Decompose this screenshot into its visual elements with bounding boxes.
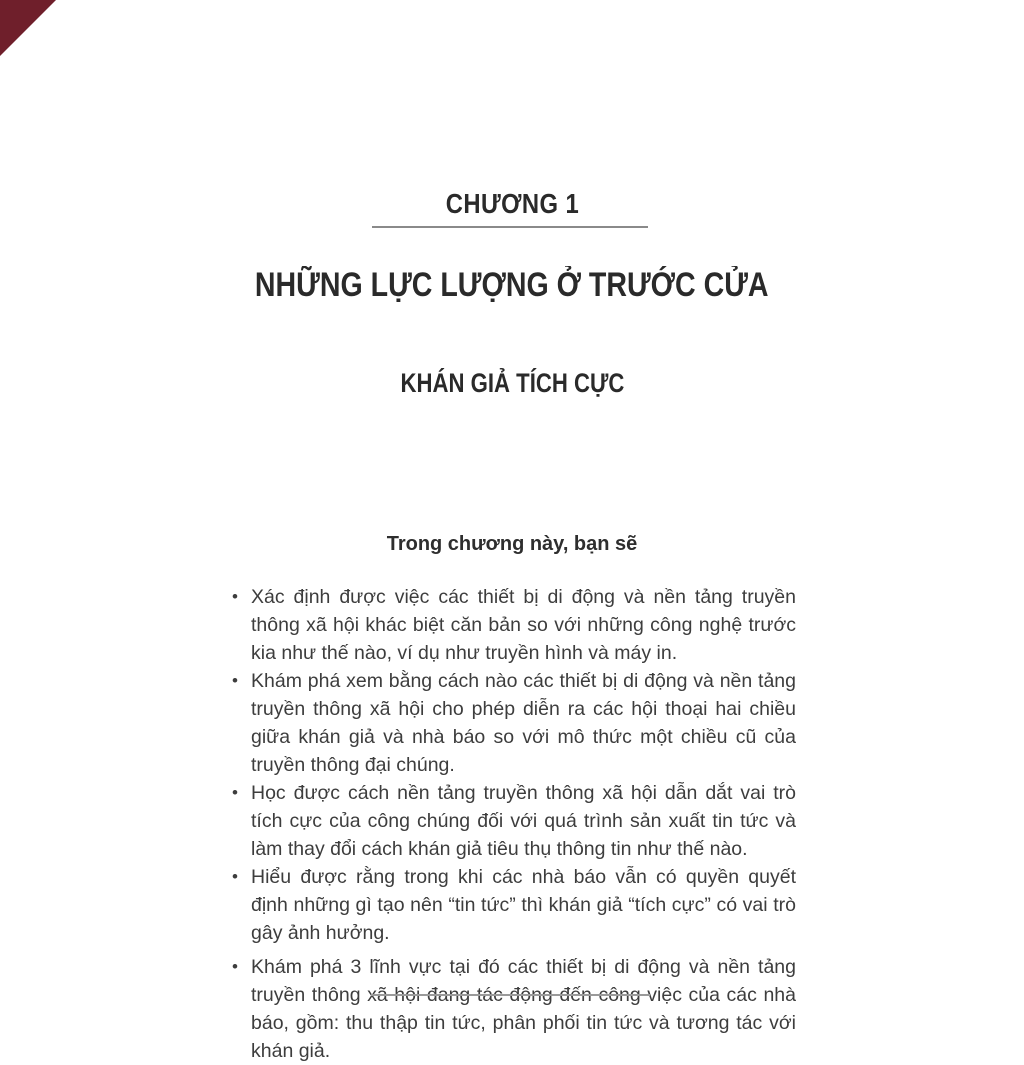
list-item-text: Hiểu được rằng trong khi các nhà báo vẫn có quyền quyết định những gì tạo nên “tin tức” thì khán giả “tích cực” có vai trò gây ảnh hưởng. (251, 866, 796, 944)
list-item (230, 583, 796, 667)
intro-heading: Trong chương này, bạn sẽ (386, 533, 638, 555)
bullet-icon: • (232, 587, 238, 606)
bullet-icon: • (232, 867, 238, 886)
list-item (230, 863, 796, 947)
corner-accent (0, 0, 56, 56)
chapter-title-label: NHỮNG LỰC LƯỢNG Ở TRƯỚC CỬA (255, 266, 769, 304)
bullet-icon: • (232, 957, 238, 976)
list-item (230, 953, 796, 1065)
list-item-text: Khám phá 3 lĩnh vực tại đó các thiết bị di động và nền tảng truyền thông xã hội đang tác động đến công việc của các nhà báo, gồm: thu thập tin tức, phân phối tin tức và tương tác với khán giả. (251, 956, 796, 1062)
bullet-icon: • (232, 783, 238, 802)
chapter-kicker-label: CHƯƠNG 1 (445, 188, 579, 219)
chapter-subtitle (0, 368, 1024, 399)
chapter-objectives-list (230, 583, 796, 1065)
list-item-text: Học được cách nền tảng truyền thông xã hội dẫn dắt vai trò tích cực của công chúng đối với quá trình sản xuất tin tức và làm thay đổi cách khán giả tiêu thụ thông tin như thế nào. (251, 782, 796, 860)
list-item-text: Xác định được việc các thiết bị di động và nền tảng truyền thông xã hội khác biệt căn bản so với những công nghệ trước kia như thế nào, ví dụ như truyền hình và máy in. (251, 586, 796, 664)
chapter-kicker (0, 188, 1024, 220)
bullet-icon: • (232, 671, 238, 690)
list-item-text: Khám phá xem bằng cách nào các thiết bị di động và nền tảng truyền thông xã hội cho phép diễn ra các hội thoại hai chiều giữa khán giả và nhà báo so với mô thức một chiều cũ của truyền thông đại chúng. (251, 670, 796, 776)
chapter-subtitle-label: KHÁN GIẢ TÍCH CỰC (400, 368, 624, 398)
list-item (230, 779, 796, 863)
kicker-underline (372, 226, 648, 228)
list-item (230, 667, 796, 779)
footer-rule (371, 994, 650, 996)
chapter-title (0, 266, 1024, 305)
